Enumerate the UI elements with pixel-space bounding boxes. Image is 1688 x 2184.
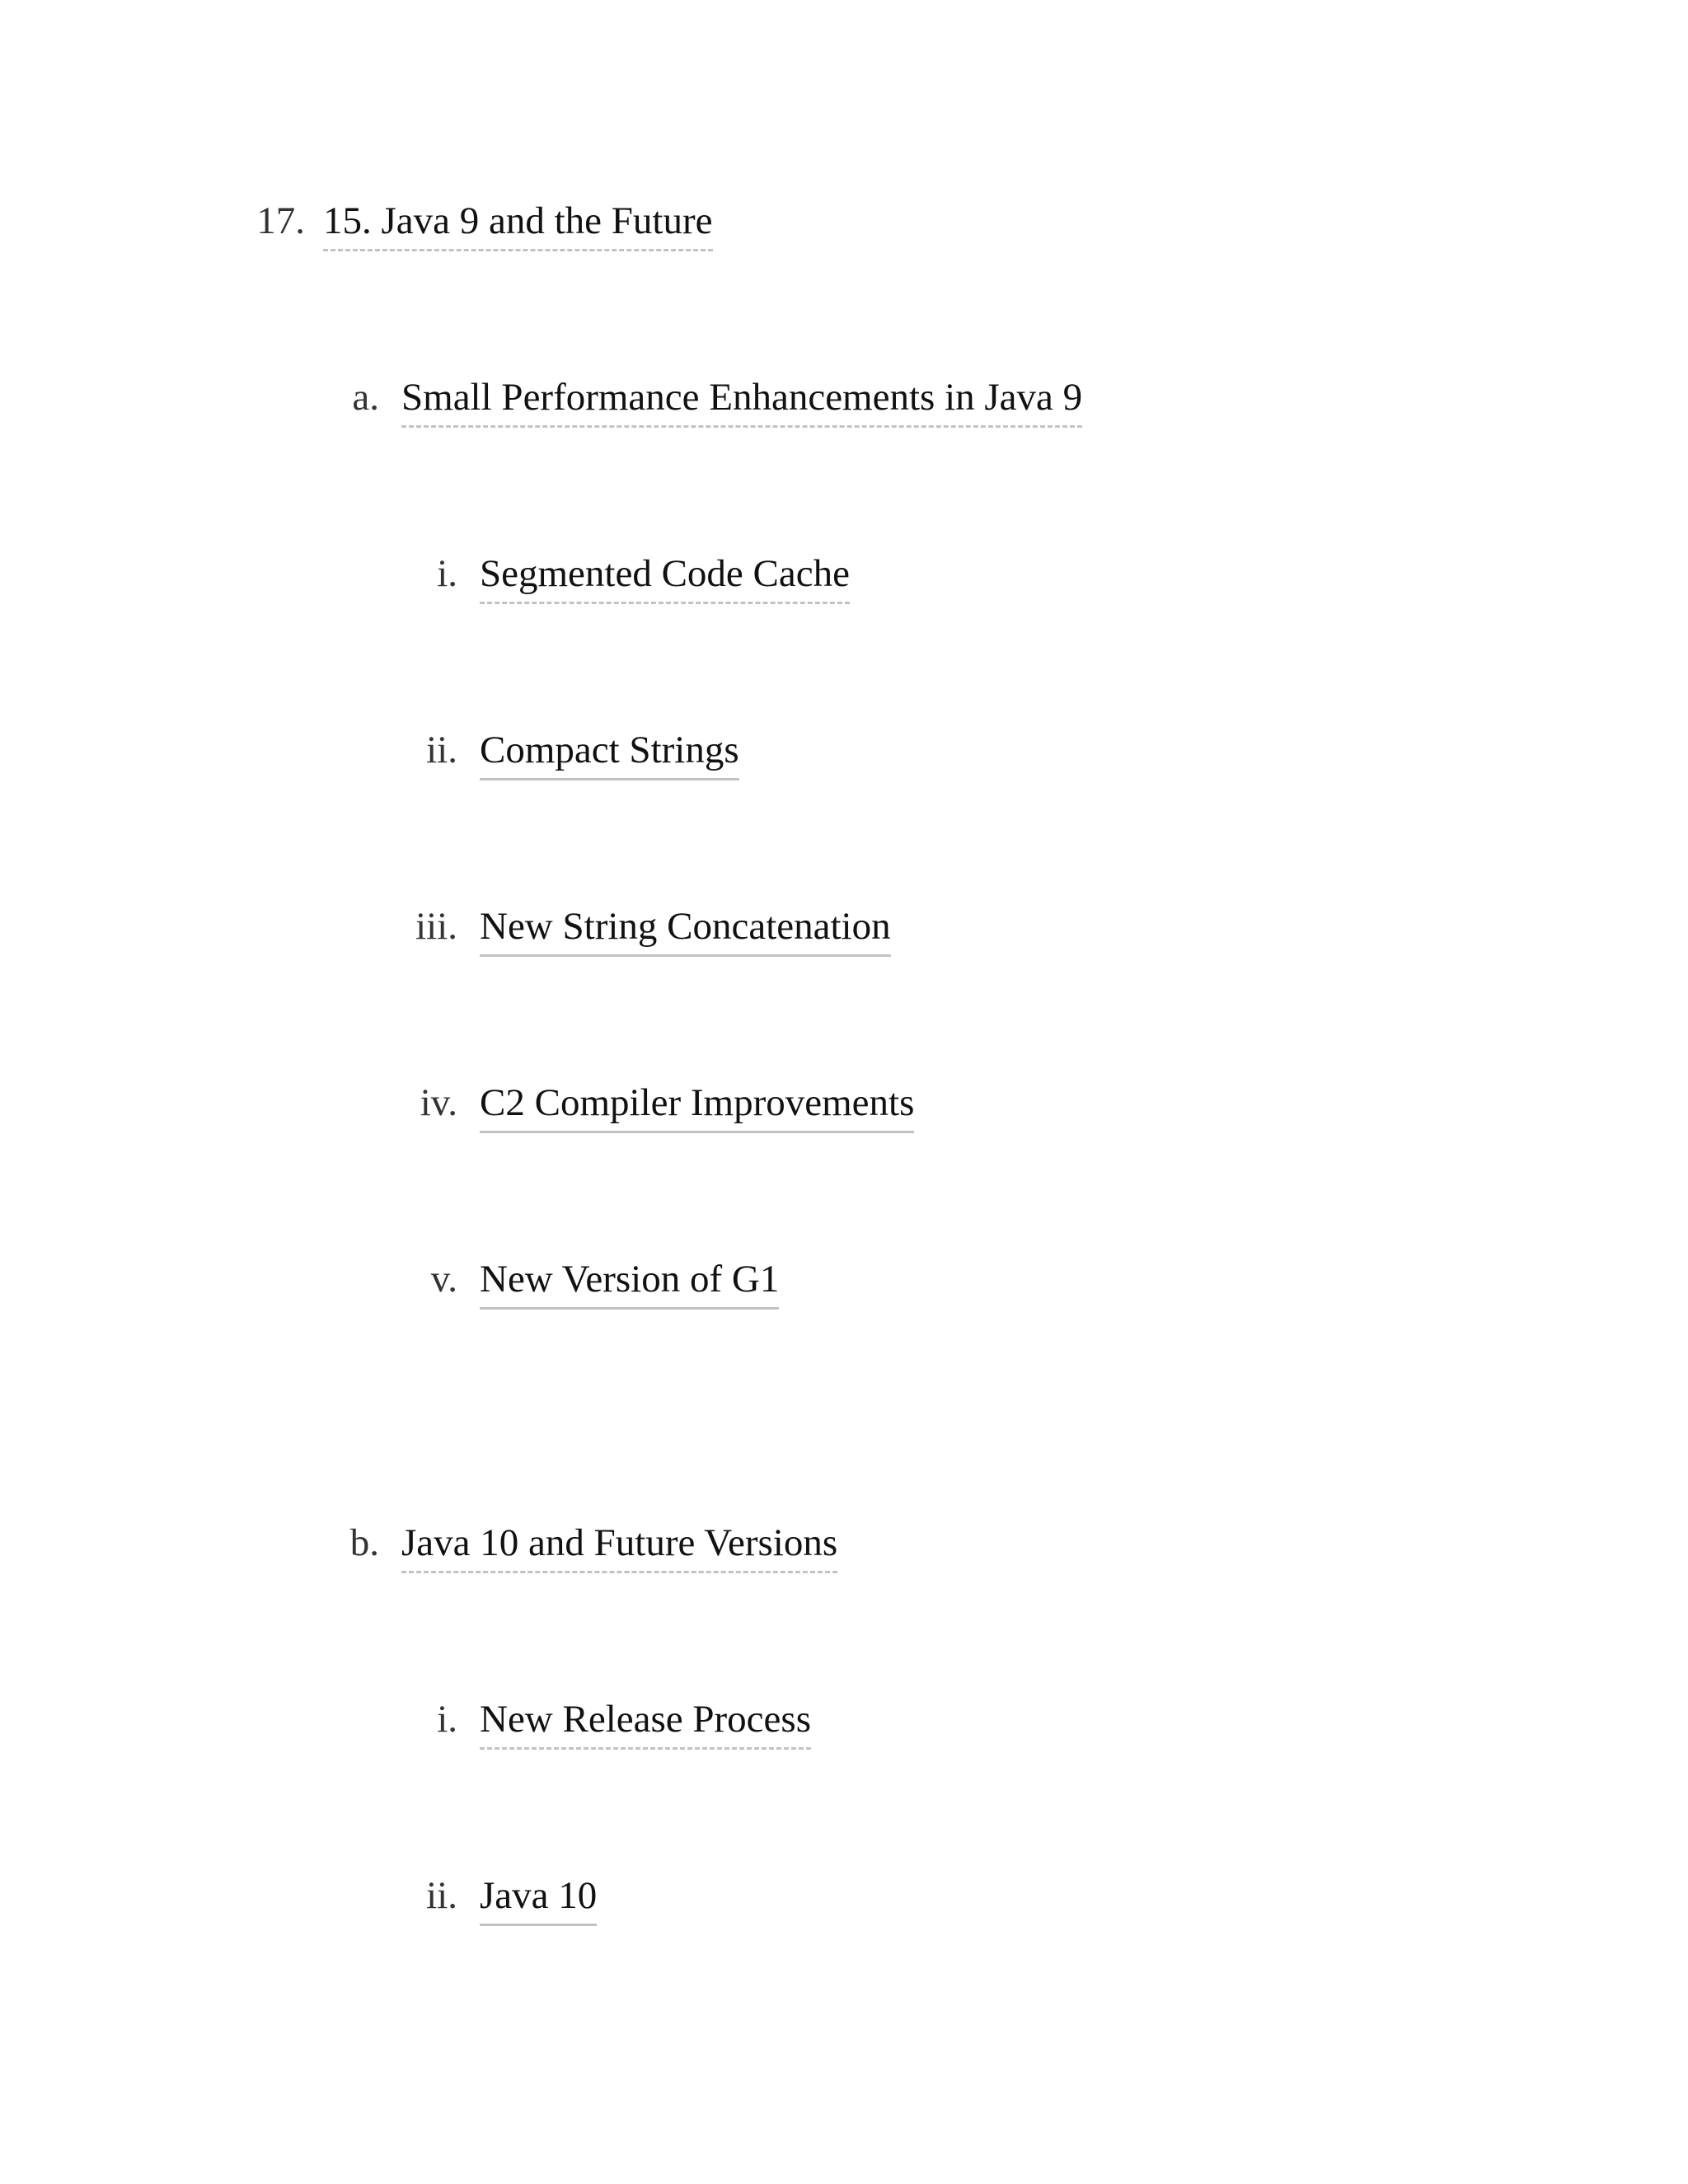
toc-link-java-10[interactable]: Java 10	[480, 1869, 597, 1926]
toc-link-chapter[interactable]: 15. Java 9 and the Future	[323, 194, 713, 251]
list-marker: i.	[437, 1698, 457, 1741]
toc-link-new-release-process[interactable]: New Release Process	[480, 1693, 811, 1750]
list-marker: v.	[430, 1258, 457, 1301]
toc-link-segmented-code-cache[interactable]: Segmented Code Cache	[480, 547, 850, 604]
list-marker: iii.	[415, 905, 457, 948]
list-marker: i.	[437, 552, 457, 595]
toc-link-new-string-concatenation[interactable]: New String Concatenation	[480, 900, 891, 957]
list-marker: ii.	[426, 729, 457, 771]
toc-link-new-version-of-g1[interactable]: New Version of G1	[480, 1253, 779, 1310]
list-marker: iv.	[420, 1081, 457, 1124]
toc-link-compact-strings[interactable]: Compact Strings	[480, 724, 739, 780]
list-marker: 17.	[256, 199, 305, 242]
toc-link-section-a[interactable]: Small Performance Enhancements in Java 9	[401, 371, 1082, 428]
list-marker: ii.	[426, 1874, 457, 1917]
list-marker: b.	[349, 1521, 379, 1564]
toc-link-c2-compiler-improvements[interactable]: C2 Compiler Improvements	[480, 1076, 914, 1133]
list-marker: a.	[352, 376, 379, 419]
toc-link-section-b[interactable]: Java 10 and Future Versions	[401, 1516, 837, 1573]
